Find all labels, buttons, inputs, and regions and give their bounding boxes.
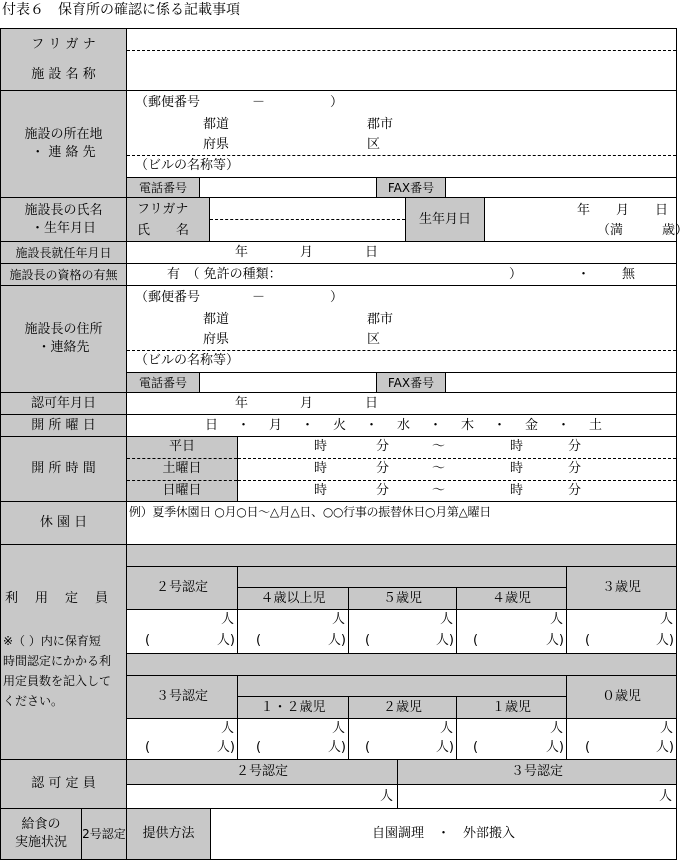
age0-header: ０歳児 <box>566 675 677 719</box>
facility-label-cell <box>0 28 127 91</box>
age4-header: ４歳児 <box>456 587 567 610</box>
capacity-label-cell <box>0 544 127 760</box>
director-furigana-label: フリガナ <box>137 202 189 217</box>
day-sep: ・ <box>429 418 443 433</box>
capacity-top-band <box>126 544 677 567</box>
appointed-value: 年 月 日 <box>235 245 379 260</box>
hours-ji: 時 <box>314 439 328 454</box>
hours-ji: 時 <box>510 439 524 454</box>
director-name-label-cell <box>0 197 127 242</box>
unit-label: 人 <box>331 612 345 627</box>
unit-label: 人 <box>331 721 345 736</box>
hours-divider <box>238 480 676 481</box>
form-table <box>0 28 688 860</box>
age1-value-cell[interactable] <box>456 718 567 760</box>
capacity-note-line: 用定員数を記入して <box>3 674 112 688</box>
director-shimei-label: 氏 名 <box>137 223 190 238</box>
paren-open: ( <box>473 633 479 648</box>
director-address-label-line1: 施設長の住所 <box>24 322 103 337</box>
capacity-note-line: ※（ ）内に保育短 <box>3 634 101 648</box>
furigana-label: フ リ ガ ナ <box>31 36 96 52</box>
director-furigana-divider <box>210 219 405 220</box>
director-postal-label: （郵便番号 － ） <box>135 290 344 305</box>
director-fax-input[interactable] <box>445 372 677 393</box>
day-sep: ・ <box>557 418 571 433</box>
permit-capacity-label: 認 可 定 員 <box>0 759 127 809</box>
hours-fun: 分 <box>568 439 582 454</box>
birth-input[interactable] <box>484 197 688 242</box>
day-fri: 金 <box>525 418 539 433</box>
address-label-line1: 施設の所在地 <box>24 127 103 142</box>
building-divider <box>127 155 676 156</box>
hours-divider <box>127 458 237 459</box>
page-title: 付表６ 保育所の確認に係る記載事項 <box>2 2 240 18</box>
unit-label: 人 <box>549 721 563 736</box>
hours-fun: 分 <box>376 439 390 454</box>
paren-close: 人) <box>655 633 674 648</box>
paren-close: 人) <box>435 633 454 648</box>
age4-value-cell[interactable] <box>456 609 567 654</box>
hours-ji: 時 <box>510 461 524 476</box>
fax-label: FAX番号 <box>376 177 446 198</box>
ku-label: 区 <box>367 137 381 152</box>
director-tel-label: 電話番号 <box>126 372 200 393</box>
age0-value-cell[interactable] <box>566 718 677 760</box>
nintei2-value-cell[interactable] <box>126 609 238 654</box>
age2-header: ２歳児 <box>348 696 457 719</box>
day-sep: ・ <box>493 418 507 433</box>
permit-date-input[interactable] <box>126 392 677 415</box>
director-address-input[interactable] <box>126 285 677 373</box>
capacity-note-line: ください。 <box>3 694 64 708</box>
hours-ji: 時 <box>510 483 524 498</box>
building-label: （ビルの名称等） <box>135 158 240 173</box>
unit-label: 人 <box>379 789 393 804</box>
paren-open: ( <box>256 633 262 648</box>
paren-close: 人) <box>545 740 564 755</box>
permit-nintei3-value[interactable] <box>397 784 677 809</box>
nintei3-header: ３号認定 <box>126 675 238 719</box>
hours-fun: 分 <box>568 461 582 476</box>
address-label-cell <box>0 90 127 198</box>
paren-close: 人) <box>545 633 564 648</box>
hours-day-sunday: 日曜日 <box>162 483 202 498</box>
capacity-label: 利 用 定 員 <box>5 591 111 606</box>
open-hours-label: 開 所 時 間 <box>0 436 127 502</box>
hours-day-saturday: 土曜日 <box>162 461 202 476</box>
unit-label: 人 <box>549 612 563 627</box>
hours-ji: 時 <box>314 483 328 498</box>
director-fax-label: FAX番号 <box>376 372 446 393</box>
day-thu: 木 <box>461 418 475 433</box>
fax-input[interactable] <box>445 177 677 198</box>
paren-close: 人) <box>435 740 454 755</box>
age12-value-cell[interactable] <box>237 718 349 760</box>
hours-fun: 分 <box>376 461 390 476</box>
furigana-divider <box>127 50 676 51</box>
director-address-label-line2: ・連絡先 <box>37 340 90 355</box>
meals-method-label: 提供方法 <box>126 808 211 860</box>
todo-label: 都道 <box>203 117 230 132</box>
birth-value: 年 月 日 <box>577 203 669 218</box>
holidays-input[interactable] <box>126 501 677 545</box>
day-sat: 土 <box>589 418 603 433</box>
qual-close: ） <box>509 267 523 282</box>
director-ku-label: 区 <box>367 332 381 347</box>
age1-header: １歳児 <box>456 696 567 719</box>
qualification-input[interactable] <box>126 263 677 286</box>
appointed-input[interactable] <box>126 241 677 264</box>
director-furigana-label-cell <box>126 197 210 242</box>
day-sep: ・ <box>365 418 379 433</box>
over4-value-cell[interactable] <box>237 609 349 654</box>
open-hours-input[interactable] <box>237 436 677 502</box>
director-address-label-cell <box>0 285 127 393</box>
day-sep: ・ <box>301 418 315 433</box>
capacity-mid-band <box>126 653 677 676</box>
director-building-divider <box>127 350 676 351</box>
hours-divider <box>238 458 676 459</box>
qualification-label: 施設長の資格の有無 <box>0 263 127 286</box>
permit-nintei3-header: ３号認定 <box>397 759 677 785</box>
holidays-label: 休 園 日 <box>0 501 127 545</box>
age3-header: ３歳児 <box>566 566 677 610</box>
paren-close: 人) <box>655 740 674 755</box>
qual-dot: ・ <box>577 267 591 282</box>
meals-label-line1: 給食の <box>21 817 61 832</box>
paren-open: ( <box>585 740 591 755</box>
facility-name-input[interactable] <box>126 28 677 91</box>
hours-ji: 時 <box>314 461 328 476</box>
paren-open: ( <box>256 740 262 755</box>
paren-close: 人) <box>327 740 346 755</box>
meals-nintei2: 2号認定 <box>81 808 127 860</box>
meals-label-line2: 実施状況 <box>14 835 67 850</box>
over4-header: ４歳以上児 <box>237 587 349 610</box>
nintei2-header: ２号認定 <box>126 566 238 610</box>
director-todo-label: 都道 <box>203 312 230 327</box>
fuken-label: 府県 <box>203 137 230 152</box>
director-name-label-line2: ・生年月日 <box>30 220 96 236</box>
director-gunshi-label: 郡市 <box>367 312 394 327</box>
permit-date-value: 年 月 日 <box>235 396 379 411</box>
hours-divider <box>127 480 237 481</box>
age3-value-cell[interactable] <box>566 609 677 654</box>
permit-nintei2-value[interactable] <box>126 784 398 809</box>
hours-tilde: ～ <box>432 483 446 498</box>
paren-close: 人) <box>216 633 235 648</box>
tel-input[interactable] <box>199 177 377 198</box>
facility-name-label: 施 設 名 称 <box>31 66 96 82</box>
paren-open: ( <box>145 633 151 648</box>
address-label-line2: ・ 連 絡 先 <box>31 145 96 160</box>
permit-date-label: 認可年月日 <box>0 392 127 415</box>
director-name-label-line1: 施設長の氏名 <box>24 202 103 218</box>
permit-nintei2-header: ２号認定 <box>126 759 398 785</box>
unit-label: 人 <box>659 612 673 627</box>
hours-fun: 分 <box>568 483 582 498</box>
open-days-label: 開 所 曜 日 <box>0 414 127 437</box>
holidays-example: 例）夏季休園日 ○月○日～△月△日、○○行事の振替休日○月第△曜日 <box>129 505 491 519</box>
birth-label: 生年月日 <box>405 197 485 242</box>
tel-label: 電話番号 <box>126 177 200 198</box>
address-input[interactable] <box>126 90 677 178</box>
paren-open: ( <box>585 633 591 648</box>
day-tue: 火 <box>333 418 347 433</box>
director-fuken-label: 府県 <box>203 332 230 347</box>
age2-value-cell[interactable] <box>348 718 457 760</box>
over4-band <box>237 566 567 588</box>
age5-value-cell[interactable] <box>348 609 457 654</box>
paren-open: ( <box>145 740 151 755</box>
unit-label: 人 <box>659 721 673 736</box>
unit-label: 人 <box>439 721 453 736</box>
age12-band <box>237 675 567 697</box>
paren-open: ( <box>473 740 479 755</box>
capacity-note-line: 時間認定にかかる利 <box>3 654 112 668</box>
hours-tilde: ～ <box>432 439 446 454</box>
gunshi-label: 郡市 <box>367 117 394 132</box>
paren-close: 人) <box>327 633 346 648</box>
hours-fun: 分 <box>376 483 390 498</box>
day-sep: ・ <box>237 418 251 433</box>
paren-open: ( <box>365 740 371 755</box>
director-name-input[interactable] <box>209 197 406 242</box>
open-days-input[interactable] <box>126 414 677 437</box>
unit-label: 人 <box>658 789 672 804</box>
age12-header: １・２歳児 <box>237 696 349 719</box>
director-building-label: （ビルの名称等） <box>135 353 240 368</box>
appointed-label: 施設長就任年月日 <box>0 241 127 264</box>
qual-yes: 有 （ 免許の種類： <box>167 267 282 282</box>
paren-open: ( <box>365 633 371 648</box>
unit-label: 人 <box>439 612 453 627</box>
paren-close: 人) <box>216 740 235 755</box>
age5-header: ５歳児 <box>348 587 457 610</box>
hours-tilde: ～ <box>432 461 446 476</box>
unit-label: 人 <box>220 721 234 736</box>
meals-label-cell <box>0 808 82 860</box>
open-hours-day-cell <box>126 436 238 502</box>
unit-label: 人 <box>220 612 234 627</box>
day-mon: 月 <box>269 418 283 433</box>
day-wed: 水 <box>397 418 411 433</box>
director-tel-input[interactable] <box>199 372 377 393</box>
capacity-note <box>3 631 111 711</box>
meals-method-value[interactable]: 自園調理 ・ 外部搬入 <box>210 808 677 860</box>
hours-day-weekday: 平日 <box>168 439 195 454</box>
qual-no: 無 <box>622 267 636 282</box>
postal-label: （郵便番号 － ） <box>135 95 344 110</box>
day-sun: 日 <box>205 418 219 433</box>
age-value: （満 歳） <box>597 223 688 238</box>
nintei3-value-cell[interactable] <box>126 718 238 760</box>
